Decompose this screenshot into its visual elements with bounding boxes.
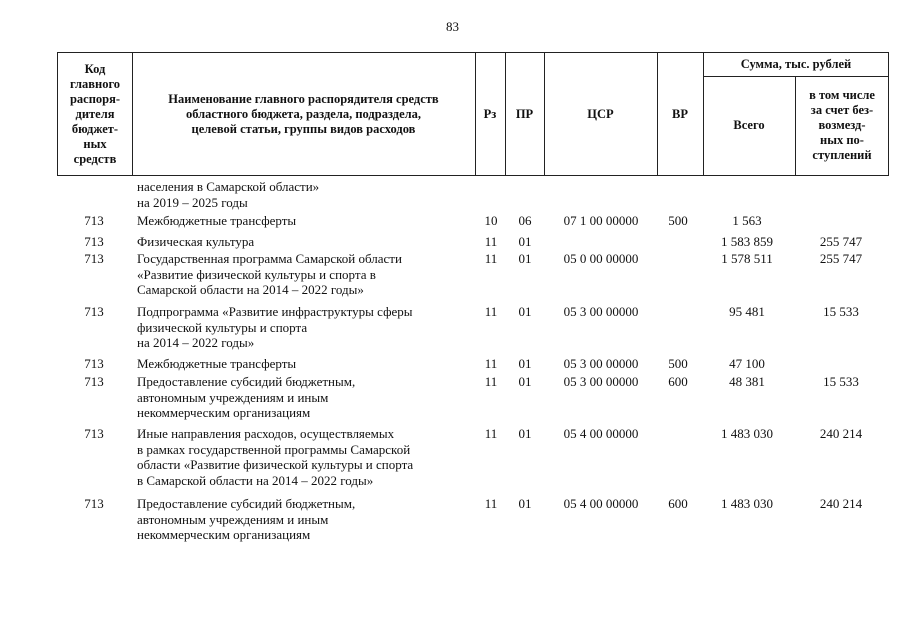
row-6-name: Предоставление субсидий бюджетным, автономным учреждениям и иным некоммерческим организациям [137, 374, 356, 420]
row-3-name: Государственная программа Самарской области «Развитие физической культуры и спорта в Самарской области на 2014 – 2022 годы» [137, 251, 402, 297]
row-8-csr: 05 4 00 00000 [563, 496, 639, 511]
row-2-total: 1 583 859 [721, 234, 773, 249]
row-6-free: 15 533 [823, 374, 859, 389]
row-3-free: 255 747 [819, 251, 863, 266]
row-6-vr: 600 [668, 374, 688, 389]
row-2-code: 713 [84, 234, 104, 249]
row-5-csr: 05 3 00 00000 [563, 356, 639, 371]
header-name: Наименование главного распорядителя средств областного бюджета, раздела, подраздела, целевой статьи, группы видов расходов [168, 91, 439, 136]
row-4-pr: 01 [518, 304, 532, 319]
header-csr: ЦСР [587, 106, 614, 121]
row-7-name: Иные направления расходов, осуществляемых в рамках государственной программы Самарской области «Развитие физической культуры и спорта в Самарской области на 2014 – 2022 годы» [137, 426, 414, 488]
row-1-rz: 10 [484, 213, 498, 228]
row-3-pr: 01 [518, 251, 532, 266]
row-6-rz: 11 [484, 374, 498, 389]
row-5-name: Межбюджетные трансферты [137, 356, 297, 371]
row-1-total: 1 563 [732, 213, 762, 228]
header-code: Код главного распоря- дителя бюджет- ных средств [69, 61, 121, 166]
row-3-rz: 11 [484, 251, 498, 266]
header-rz: Рз [483, 106, 497, 121]
row-6-pr: 01 [518, 374, 532, 389]
row-0-name: населения в Самарской области» на 2019 – 2025 годы [137, 179, 320, 210]
row-4-name: Подпрограмма «Развитие инфраструктуры сферы физической культуры и спорта на 2014 – 2022 годы» [137, 304, 413, 350]
row-8-free: 240 214 [819, 496, 863, 511]
row-1-code: 713 [84, 213, 104, 228]
row-7-rz: 11 [484, 426, 498, 441]
row-7-free: 240 214 [819, 426, 863, 441]
row-5-total: 47 100 [729, 356, 765, 371]
row-2-name: Физическая культура [137, 234, 255, 249]
row-2-pr: 01 [518, 234, 532, 249]
row-3-csr: 05 0 00 00000 [563, 251, 639, 266]
row-2-rz: 11 [484, 234, 498, 249]
row-1-csr: 07 1 00 00000 [563, 213, 639, 228]
row-8-code: 713 [84, 496, 104, 511]
row-1-vr: 500 [668, 213, 688, 228]
header-vr: ВР [672, 106, 688, 121]
row-4-code: 713 [84, 304, 104, 319]
row-3-total: 1 578 511 [721, 251, 773, 266]
row-6-total: 48 381 [729, 374, 765, 389]
row-7-code: 713 [84, 426, 104, 441]
row-2-free: 255 747 [819, 234, 863, 249]
header-sum: Сумма, тыс. рублей [740, 57, 852, 71]
row-5-rz: 11 [484, 356, 498, 371]
row-8-rz: 11 [484, 496, 498, 511]
row-5-vr: 500 [668, 356, 688, 371]
table-header [57, 52, 889, 176]
row-4-free: 15 533 [823, 304, 859, 319]
row-3-code: 713 [84, 251, 104, 266]
row-1-pr: 06 [518, 213, 532, 228]
row-4-rz: 11 [484, 304, 498, 319]
row-8-vr: 600 [668, 496, 688, 511]
row-4-csr: 05 3 00 00000 [563, 304, 639, 319]
row-6-code: 713 [84, 374, 104, 389]
header-pr: ПР [515, 106, 534, 121]
header-total: Всего [733, 118, 765, 132]
page-number: 83 [446, 19, 459, 34]
header-free: в том числе за счет без- возмезд- ных по- ступлений [809, 88, 875, 162]
row-1-name: Межбюджетные трансферты [137, 213, 297, 228]
row-7-total: 1 483 030 [721, 426, 773, 441]
row-4-total: 95 481 [729, 304, 765, 319]
row-5-pr: 01 [518, 356, 532, 371]
row-8-pr: 01 [518, 496, 532, 511]
row-7-csr: 05 4 00 00000 [563, 426, 639, 441]
row-5-code: 713 [84, 356, 104, 371]
row-8-total: 1 483 030 [721, 496, 773, 511]
row-6-csr: 05 3 00 00000 [563, 374, 639, 389]
row-8-name: Предоставление субсидий бюджетным, автономным учреждениям и иным некоммерческим организациям [137, 496, 356, 542]
row-7-pr: 01 [518, 426, 532, 441]
